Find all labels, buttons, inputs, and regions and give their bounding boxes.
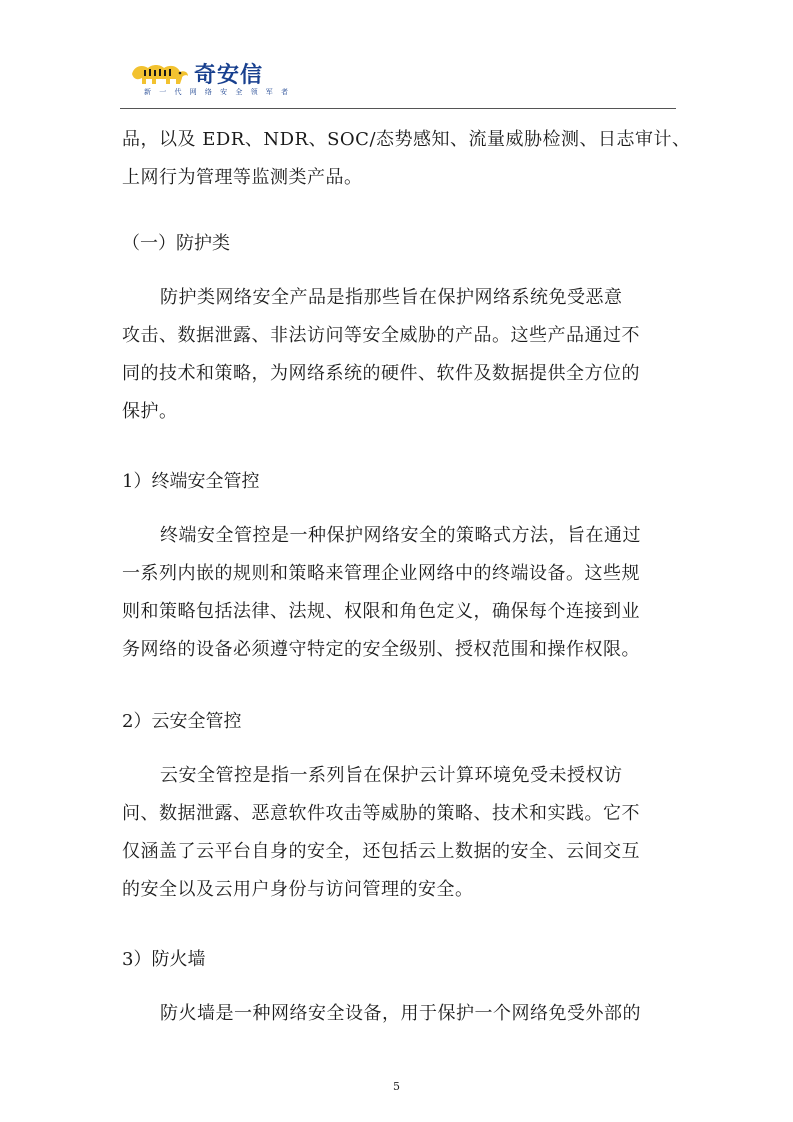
item3-paragraph bbox=[122, 1004, 641, 1024]
text-line: 攻击、数据泄露、非法访问等安全威胁的产品。这些产品通过不 bbox=[122, 325, 640, 346]
text-line: 问、数据泄露、恶意软件攻击等威胁的策略、技术和实践。它不 bbox=[122, 803, 640, 824]
text-line: 终端安全管控是一种保护网络安全的策略式方法，旨在通过 bbox=[160, 525, 641, 546]
mascot-logo-icon bbox=[130, 60, 190, 88]
text-line: 云安全管控是指一系列旨在保护云计算环境免受未授权访 bbox=[160, 765, 623, 786]
header-divider bbox=[120, 108, 676, 109]
text-line: 同的技术和策略，为网络系统的硬件、软件及数据提供全方位的 bbox=[122, 363, 640, 384]
text-line: 的安全以及云用户身份与访问管理的安全。 bbox=[122, 879, 474, 900]
text-line: 务网络的设备必须遵守特定的安全级别、授权范围和操作权限。 bbox=[122, 639, 640, 660]
page-header bbox=[120, 54, 676, 110]
text-line: 品，以及 EDR、NDR、SOC/态势感知、流量威胁检测、日志审计、 bbox=[122, 129, 691, 150]
text-line: 防火墙是一种网络安全设备，用于保护一个网络免受外部的 bbox=[160, 1003, 641, 1024]
item1-paragraph bbox=[122, 526, 641, 660]
text-line: 一系列内嵌的规则和策略来管理企业网络中的终端设备。这些规 bbox=[122, 563, 640, 584]
text-line: 防护类网络安全产品是指那些旨在保护网络系统免受恶意 bbox=[160, 287, 623, 308]
text-line: 则和策略包括法律、法规、权限和角色定义，确保每个连接到业 bbox=[122, 601, 640, 622]
company-logo bbox=[130, 56, 290, 100]
section-heading: （一）防护类 bbox=[122, 233, 230, 254]
text-line: 上网行为管理等监测类产品。 bbox=[122, 167, 363, 188]
text-line: 保护。 bbox=[122, 401, 178, 422]
item2-paragraph bbox=[122, 766, 640, 900]
page-number: 5 bbox=[393, 1080, 400, 1093]
item3-heading: 3）防火墙 bbox=[122, 949, 206, 970]
logo-tagline: 新 一 代 网 络 安 全 领 军 者 bbox=[144, 88, 292, 96]
section-paragraph bbox=[122, 288, 640, 422]
item1-heading: 1）终端安全管控 bbox=[122, 471, 260, 492]
intro-paragraph bbox=[122, 130, 691, 188]
text-line: 仅涵盖了云平台自身的安全，还包括云上数据的安全、云间交互 bbox=[122, 841, 640, 862]
item2-heading: 2）云安全管控 bbox=[122, 711, 242, 732]
logo-brand-name: 奇安信 bbox=[194, 63, 264, 88]
